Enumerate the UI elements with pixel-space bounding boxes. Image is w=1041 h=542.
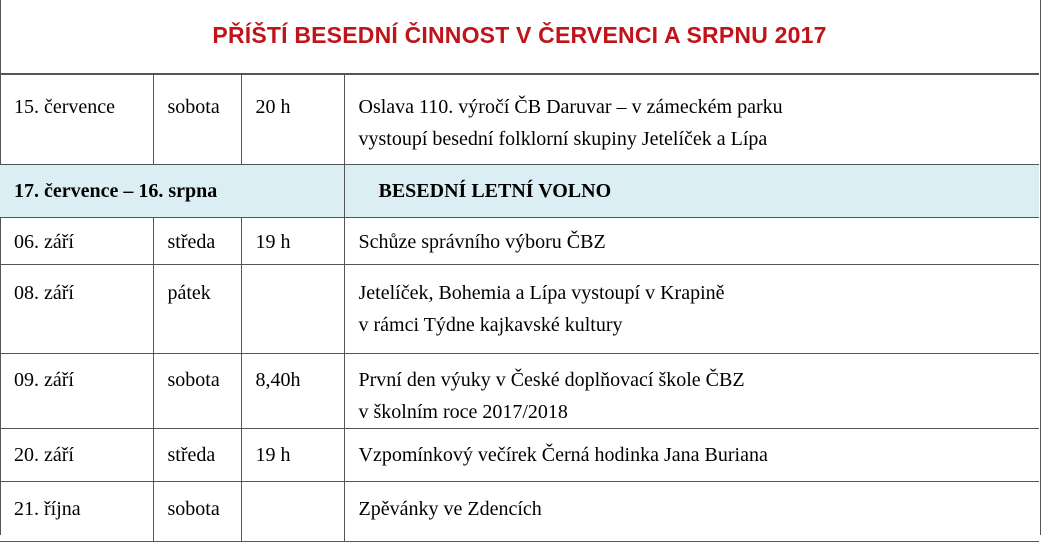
description-cell xyxy=(344,265,1039,354)
description-line: BESEDNÍ LETNÍ VOLNO xyxy=(378,180,612,202)
time-cell xyxy=(241,482,344,542)
day-cell: pátek xyxy=(153,265,241,354)
description-line: Schůze správního výboru ČBZ xyxy=(358,231,606,253)
date-range-cell: 17. července – 16. srpna xyxy=(0,165,344,218)
table-row xyxy=(0,218,1039,265)
time-cell: 19 h xyxy=(241,218,344,265)
date-cell: 06. září xyxy=(0,218,153,265)
date-cell: 08. září xyxy=(0,265,153,354)
description-cell xyxy=(344,218,1039,265)
description-cell xyxy=(344,165,1039,218)
date-cell: 21. října xyxy=(0,482,153,542)
title-row xyxy=(0,0,1039,74)
day-cell: středa xyxy=(153,218,241,265)
date-cell: 15. července xyxy=(0,75,153,165)
description-line: Jetelíček, Bohemia a Lípa vystoupí v Krapině xyxy=(358,282,725,304)
day-cell: sobota xyxy=(153,482,241,542)
date-cell: 09. září xyxy=(0,354,153,429)
description-line: Oslava 110. výročí ČB Daruvar – v zámeckém parku xyxy=(358,96,783,118)
day-cell: sobota xyxy=(153,354,241,429)
description-cell xyxy=(344,482,1039,542)
description-line: v rámci Týdne kajkavské kultury xyxy=(358,314,623,336)
table-row xyxy=(0,429,1039,482)
description-line: Zpěvánky ve Zdencích xyxy=(358,498,542,520)
date-cell: 20. září xyxy=(0,429,153,482)
time-cell: 19 h xyxy=(241,429,344,482)
day-cell: sobota xyxy=(153,75,241,165)
table-row-highlight xyxy=(0,165,1039,218)
table-row xyxy=(0,265,1039,354)
time-cell: 20 h xyxy=(241,75,344,165)
table-row xyxy=(0,354,1039,429)
description-cell xyxy=(344,354,1039,429)
table-row xyxy=(0,75,1039,165)
day-cell: středa xyxy=(153,429,241,482)
table-row xyxy=(0,482,1039,542)
page-title: PŘÍŠTÍ BESEDNÍ ČINNOST V ČERVENCI A SRPNU 2017 xyxy=(212,22,827,48)
description-line: Vzpomínkový večírek Černá hodinka Jana Buriana xyxy=(358,444,768,466)
description-line: vystoupí besední folklorní skupiny Jetelíček a Lípa xyxy=(358,128,768,150)
description-line: První den výuky v České doplňovací škole ČBZ xyxy=(358,369,745,391)
description-line: v školním roce 2017/2018 xyxy=(358,401,568,423)
description-cell xyxy=(344,429,1039,482)
time-cell xyxy=(241,265,344,354)
description-cell xyxy=(344,75,1039,165)
schedule-table xyxy=(0,74,1039,542)
time-cell: 8,40h xyxy=(241,354,344,429)
